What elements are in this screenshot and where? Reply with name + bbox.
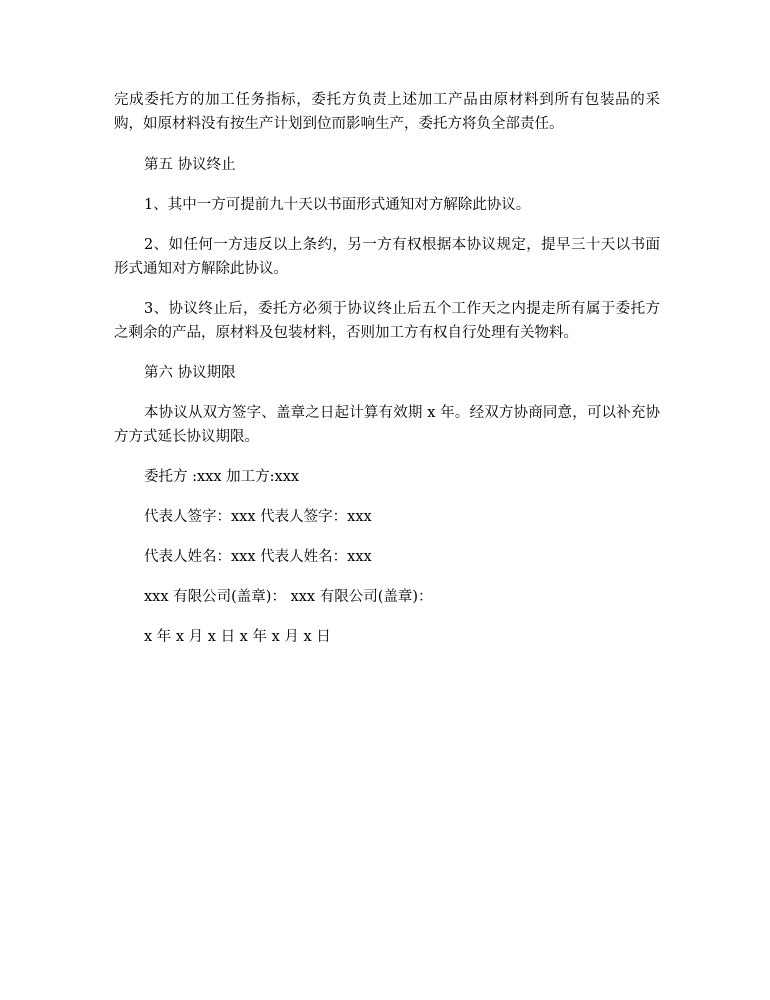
- clause-3: 3、协议终止后，委托方必须于协议终止后五个工作天之内提走所有属于委托方之剩余的产品，原材料及包装材料，否则加工方有权自行处理有关物料。: [114, 301, 660, 341]
- signature-parties: 委托方 :xxx 加工方:xxx: [144, 469, 300, 485]
- document-body: [114, 88, 660, 665]
- signature-company-seal: xxx 有限公司(盖章)： xxx 有限公司(盖章)：: [144, 589, 433, 605]
- signature-representative-sign: 代表人签字：xxx 代表人签字：xxx: [144, 509, 372, 525]
- paragraph-continuation: 完成委托方的加工任务指标，委托方负责上述加工产品由原材料到所有包装品的采购，如原材料没有按生产计划到位而影响生产，委托方将负全部责任。: [114, 92, 660, 132]
- section-heading-termination: 第五 协议终止: [144, 157, 236, 173]
- clause-2: 2、如任何一方违反以上条约，另一方有权根据本协议规定，提早三十天以书面形式通知对方解除此协议。: [114, 237, 660, 277]
- section-heading-term: 第六 协议期限: [144, 365, 236, 381]
- signature-date: x 年 x 月 x 日 x 年 x 月 x 日: [144, 629, 331, 645]
- clause-1: 1、其中一方可提前九十天以书面形式通知对方解除此协议。: [144, 197, 531, 213]
- signature-representative-name: 代表人姓名：xxx 代表人姓名：xxx: [144, 549, 372, 565]
- term-paragraph: 本协议从双方签字、盖章之日起计算有效期 x 年。经双方协商同意，可以补充协方方式延长协议期限。: [114, 405, 660, 445]
